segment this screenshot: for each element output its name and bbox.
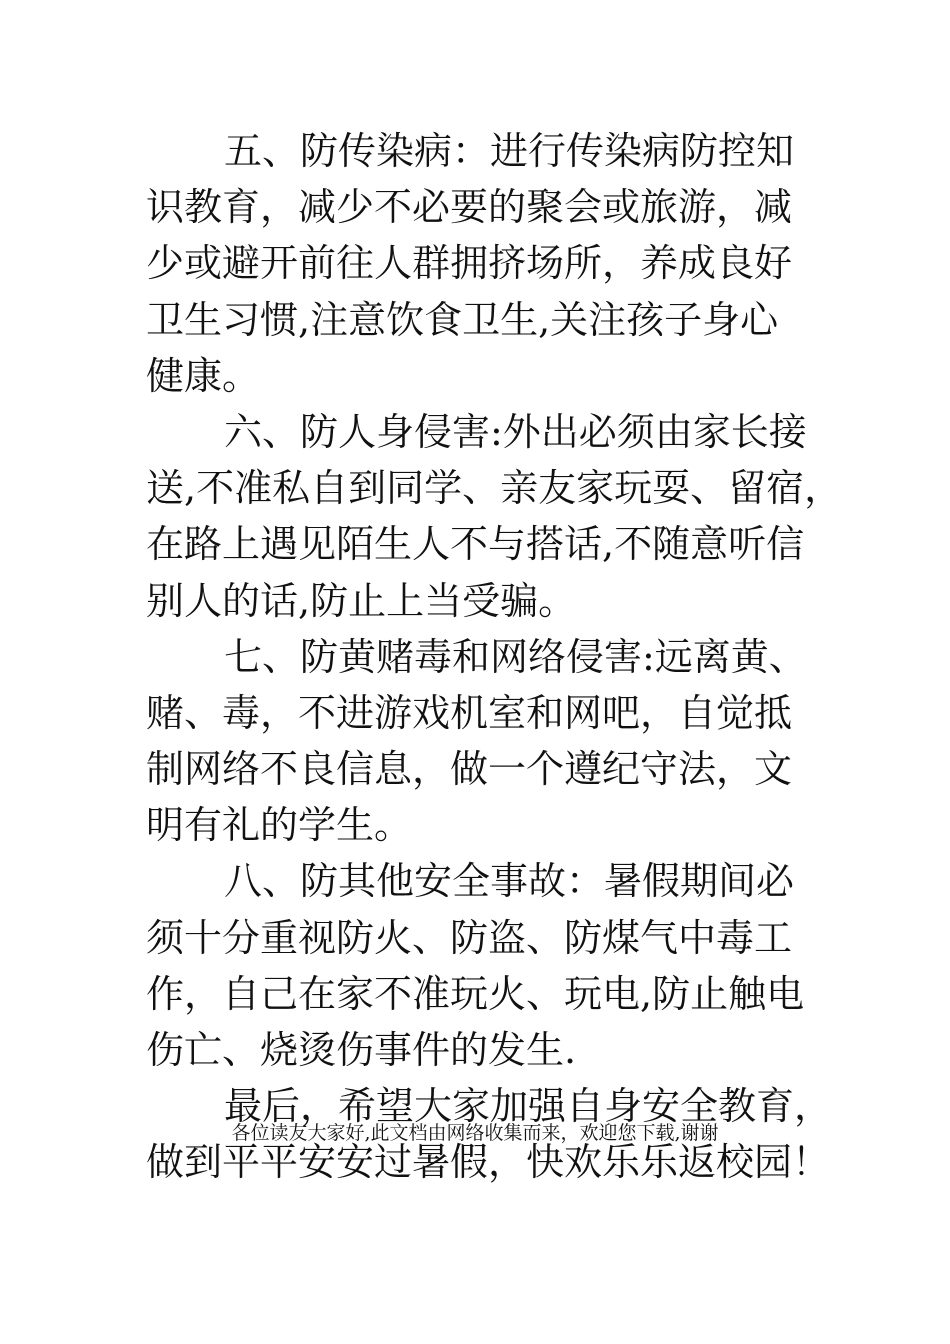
- paragraph-5-line-1: 五、防传染病：进行传染病防控知: [224, 129, 795, 173]
- paragraph-8-line-3: 作，自己在家不准玩火、玩电,防止触电: [146, 971, 805, 1016]
- paragraph-5-line-3: 少或避开前往人群拥挤场所，养成良好: [146, 241, 793, 286]
- paragraph-6-line-2: 送,不准私自到同学、亲友家玩耍、留宿，: [146, 466, 843, 511]
- paragraph-7-line-4: 明有礼的学生。: [146, 803, 413, 848]
- paragraph-7-line-2: 赌、毒，不进游戏机室和网吧，自觉抵: [146, 690, 793, 735]
- paragraph-8-line-4: 伤亡、烧烫伤事件的发生.: [146, 1028, 577, 1072]
- paragraph-8-line-2: 须十分重视防火、防盗、防煤气中毒工: [146, 915, 793, 960]
- closing-line-1: 最后，希望大家加强自身安全教育，: [224, 1084, 833, 1129]
- paragraph-6-line-1: 六、防人身侵害:外出必须由家长接: [224, 409, 807, 454]
- paragraph-5-line-4: 卫生习惯,注意饮食卫生,关注孩子身心: [146, 297, 779, 342]
- paragraph-6-line-4: 别人的话,防止上当受骗。: [146, 578, 577, 623]
- paragraph-5-line-2: 识教育，减少不必要的聚会或旅游，减: [146, 185, 793, 230]
- paragraph-7-line-3: 制网络不良信息，做一个遵纪守法，文: [146, 747, 793, 792]
- paragraph-7-line-1: 七、防黄赌毒和网络侵害:远离黄、: [224, 634, 807, 679]
- paragraph-6-line-3: 在路上遇见陌生人不与搭话,不随意听信: [146, 522, 805, 567]
- document-body: [146, 123, 843, 1191]
- closing-line-2: 做到平平安安过暑假，快欢乐乐返校园！: [146, 1140, 831, 1185]
- paragraph-5-line-5: 健康。: [146, 353, 261, 398]
- footer-note: 各位读友大家好,此文档由网络收集而来，欢迎您下载,谢谢: [231, 1122, 719, 1144]
- paragraph-8-line-1: 八、防其他安全事故：暑假期间必: [224, 859, 795, 904]
